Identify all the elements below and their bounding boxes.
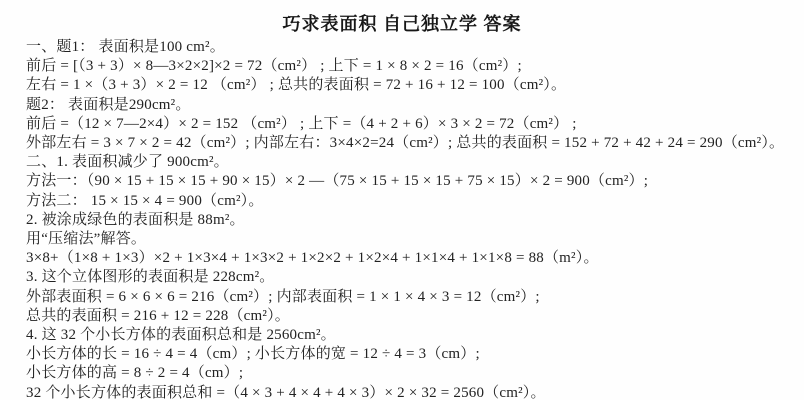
- doc-line: 4. 这 32 个小长方体的表面积总和是 2560cm²。: [26, 327, 336, 344]
- doc-line: 一、题1： 表面积是100 cm²。: [26, 39, 225, 55]
- doc-line: 小长方体的高 = 8 ÷ 2 = 4（cm）;: [26, 365, 244, 382]
- doc-line: 题2： 表面积是290cm²。: [26, 96, 191, 113]
- doc-line: 总共的表面积 = 216 + 12 = 228（cm²）。: [26, 307, 291, 324]
- doc-line: 方法二： 15 × 15 × 4 = 900（cm²）。: [26, 192, 264, 209]
- doc-line: 3. 这个立体图形的表面积是 228cm²。: [26, 269, 275, 286]
- doc-line: 小长方体的长 = 16 ÷ 4 = 4（cm）; 小长方体的宽 = 12 ÷ 4 = 3（cm）;: [26, 346, 480, 363]
- doc-line: 外部表面积 = 6 × 6 × 6 = 216（cm²）; 内部表面积 = 1 × 1 × 4 × 3 = 12（cm²）;: [26, 288, 540, 305]
- doc-line: 方法一：（90 × 15 + 15 × 15 + 90 × 15）× 2 —（75 × 15 + 15 × 15 + 75 × 15）× 2 = 900（cm²）;: [26, 173, 649, 190]
- document-body: [0, 35, 804, 400]
- doc-line: 前后 = [（3 + 3）× 8—3×2×2]×2 = 72（cm²） ; 上下 = 1 × 8 × 2 = 16（cm²）;: [26, 58, 522, 75]
- doc-line: 前后 =（12 × 7—2×4）× 2 = 152 （cm²） ; 上下 =（4 + 2 + 6）× 3 × 2 = 72（cm²） ;: [26, 115, 577, 132]
- page-title: 巧求表面积 自己独立学 答案: [282, 14, 522, 34]
- doc-line: 左右 = 1 ×（3 + 3）× 2 = 12 （cm²） ; 总共的表面积 = 72 + 16 + 12 = 100（cm²）。: [26, 77, 567, 94]
- doc-line: 外部左右 = 3 × 7 × 2 = 42（cm²）; 内部左右：3×4×2=24（cm²）; 总共的表面积 = 152 + 72 + 42 + 24 = 290（cm²）。: [26, 135, 785, 152]
- doc-line: 用“压缩法”解答。: [26, 231, 147, 248]
- doc-line: 二、1. 表面积减少了 900cm²。: [26, 154, 229, 171]
- doc-line: 2. 被涂成绿色的表面积是 88m²。: [26, 211, 245, 228]
- doc-line: 32 个小长方体的表面积总和 =（4 × 3 + 4 × 4 + 4 × 3）× 2 × 32 = 2560（cm²）。: [26, 384, 546, 400]
- doc-line: 3×8+（1×8 + 1×3）×2 + 1×3×4 + 1×3×2 + 1×2×2 + 1×2×4 + 1×1×4 + 1×1×8 = 88（m²）。: [26, 250, 599, 267]
